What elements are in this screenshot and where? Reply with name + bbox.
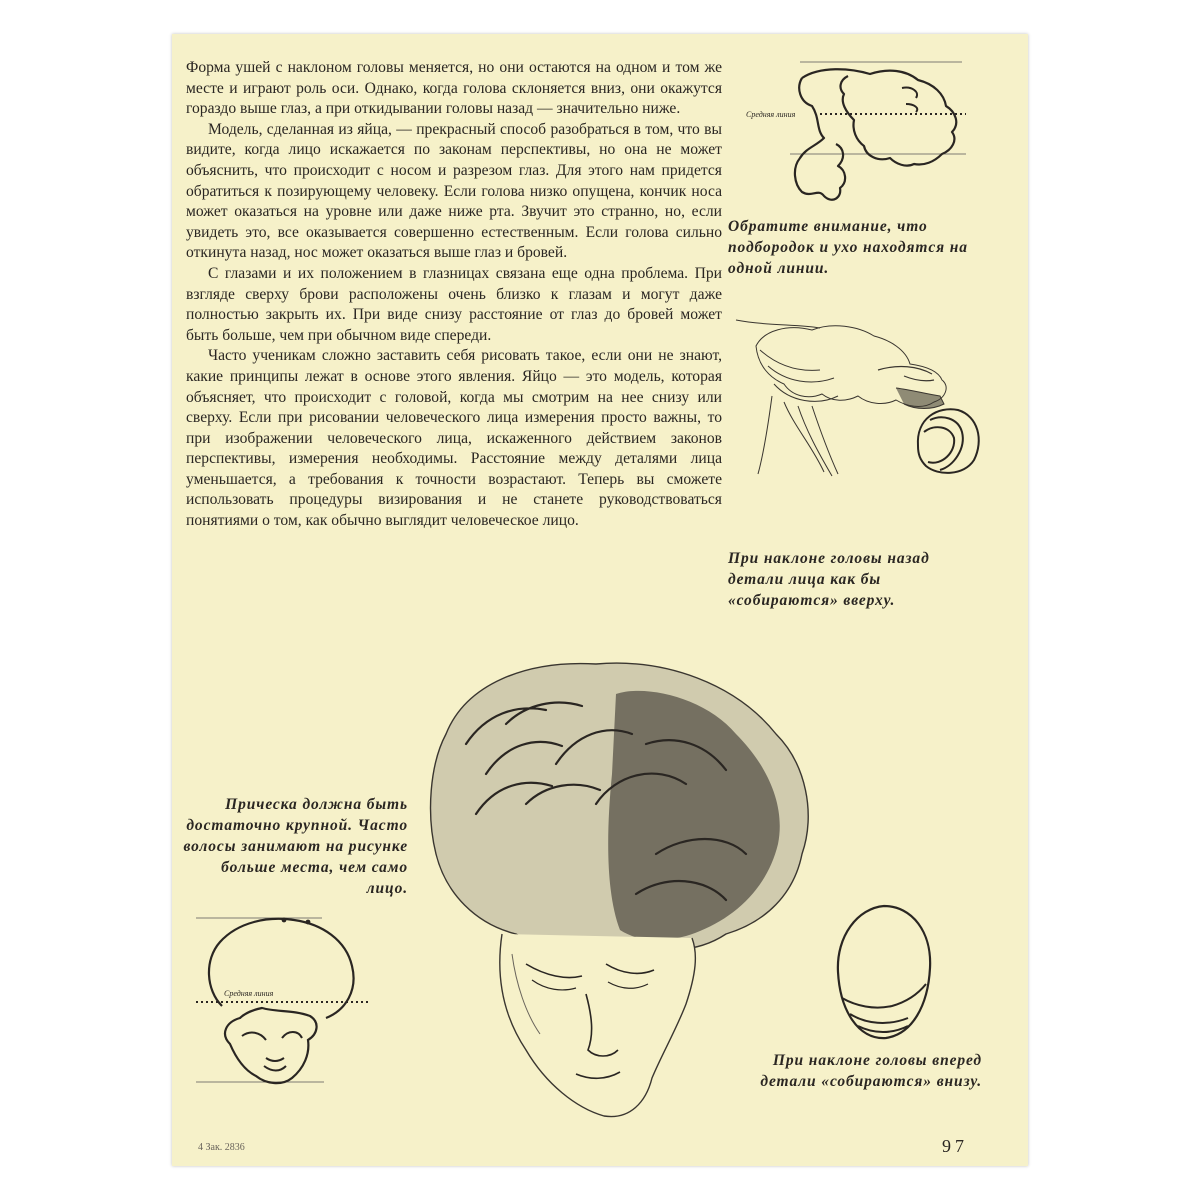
paragraph-1: Форма ушей с наклоном головы меняется, но они остаются на одном и том же месте и играют роль оси. Однако, когда голова склоняется вниз, они окажутся гораздо выше глаз, а при откидывании головы назад — значительно ниже. bbox=[186, 59, 722, 118]
paragraph-3: С глазами и их положением в глазницах связана еще одна проблема. При взгляде сверху брови расположены очень близко к глазам и могут даже полностью закрыть их. При виде снизу расстояние от глаз до бровей может быть больше, чем при обычном виде спереди. bbox=[186, 264, 722, 344]
book-page bbox=[172, 34, 1028, 1166]
paragraph-2: Модель, сделанная из яйца, — прекрасный способ разобраться в том, что вы видите, когда лицо искажается по законам перспективы, но она не может объяснить, что происходит с носом и разрезом глаз. Для этого нам придется обратиться к позирующему человеку. Если голова низко опущена, кончик носа может оказаться на уровне или даже ниже рта. Звучит это странно, но, если увидеть это, все оказывается совершенно естественным. Если голова сильно откинута назад, нос может оказаться выше глаз и бровей. bbox=[186, 120, 722, 262]
profile-outline-sketch bbox=[720, 58, 970, 218]
page-number: 97 bbox=[942, 1136, 968, 1156]
paragraph-4: Часто ученикам сложно заставить себя рисовать такое, если они не знают, какие принципы лежат в основе этого явления. Яйцо — это модель, которая объясняет, что происходит с головой, когда мы смотрим на нее снизу или сверху. Если при рисовании человеческого лица измерения просто важны, то при изображении человеческого лица, искаженного действием законов перспективы, измерения необходимы. Расстояние между деталями лица уменьшается, а требования к точности возрастают. Теперь вы сможете использовать процедуры визирования и не станете руководствоваться понятиями о том, как обычно выглядит человеческое лицо. bbox=[186, 347, 722, 530]
caption-chin-ear: Обратите внимание, что подбородок и ухо находятся на одной линии. bbox=[728, 218, 968, 277]
print-code: 4 Зак. 2836 bbox=[198, 1142, 245, 1153]
egg-forward-sketch bbox=[822, 902, 942, 1052]
caption-head-back: При наклоне головы назад детали лица как бы «собираются» вверху. bbox=[728, 550, 930, 609]
caption-hairstyle: Прическа должна быть достаточно крупной. Часто волосы занимают на рисунке больше места, чем само лицо. bbox=[183, 796, 408, 897]
body-text bbox=[186, 58, 722, 532]
middle-line-label-top: Средняя линия bbox=[746, 110, 796, 119]
head-tilted-back-sketch bbox=[728, 306, 998, 486]
head-forward-outline-sketch bbox=[186, 910, 386, 1094]
middle-line-label-bottom: Средняя линия bbox=[224, 989, 274, 998]
caption-head-forward: При наклоне головы вперед детали «собираются» внизу. bbox=[760, 1052, 982, 1090]
